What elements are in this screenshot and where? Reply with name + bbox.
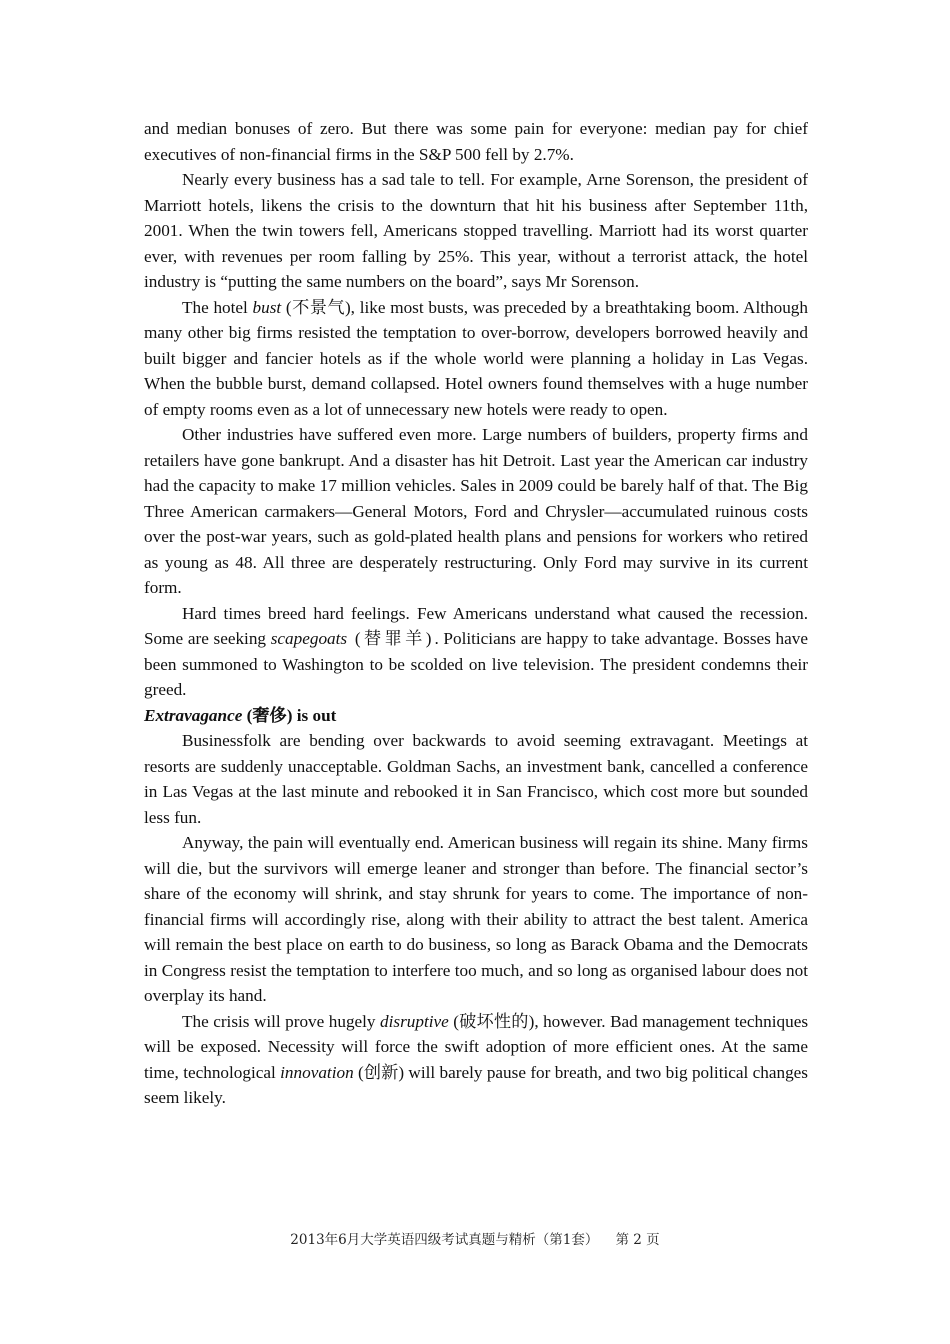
section-heading [144, 703, 808, 729]
vocab-term-innovation: innovation [280, 1062, 354, 1082]
vocab-term-bust: bust [252, 297, 282, 317]
page-number: 第 2 页 [615, 1232, 660, 1248]
vocab-term-scapegoats: scapegoats [270, 629, 348, 648]
paragraph-4 [144, 422, 808, 601]
paragraph-1-text: and median bonuses of zero. But there was some pain for everyone: median pay for chief executives of non-financial firms in the S&P 500 fell by 2.7%. [144, 119, 808, 164]
footer-title: 2013年6月大学英语四级考试真题与精析（第1套） [290, 1232, 599, 1248]
paragraph-2 [144, 167, 808, 295]
paragraph-1 [144, 116, 808, 167]
section-heading-term: Extravagance [144, 705, 243, 725]
vocab-gloss-scapegoats: (替罪羊) [347, 629, 435, 648]
paragraph-3 [144, 295, 808, 423]
page-footer [0, 1228, 950, 1248]
paragraph-8-text-b: , however. Bad management techniques will be exposed. Necessity will force the swift adoption of more efficient ones. At the same time, technological [144, 1011, 809, 1082]
paragraph-8 [144, 1009, 808, 1111]
paragraph-5-text-b: . Politicians are happy to take advantage. Bosses have been summoned to Washington to be scolded on live television. The president condemns their greed. [144, 629, 809, 699]
paragraph-8-text-a: The crisis will prove hugely [182, 1011, 381, 1031]
paragraph-3-text-a: The hotel [182, 297, 253, 317]
paragraph-8-text-c: will barely pause for breath, and two big political changes seem likely. [144, 1062, 808, 1107]
vocab-gloss-innovation: (创新) [353, 1062, 405, 1082]
paragraph-4-text: Other industries have suffered even more. Large numbers of builders, property firms and retailers have gone bankrupt. And a disaster has hit Detroit. Last year the American car industry had the capacity to make 17 million vehicles. Sales in 2009 could be barely half of that. The Big Three American carmakers—General Motors, Ford and Chrysler—accumulated ruinous costs over the post-war years, such as gold-plated health plans and pensions for workers who retired as young as 48. All three are desperately restructuring. Only Ford may survive in its current form. [144, 425, 808, 597]
vocab-gloss-bust: (不景气) [281, 297, 351, 317]
paragraph-5-text-a: Hard times breed hard feelings. Few Americans understand what caused the recession. Some are seeking [144, 603, 808, 648]
paragraph-2-text: Nearly every business has a sad tale to tell. For example, Arne Sorenson, the president of Marriott hotels, likens the crisis to the downturn that hit his business after September 11th, 2001. When the twin towers fell, Americans stopped travelling. Marriott had its worst quarter ever, with revenues per room falling by 25%. This year, without a terrorist attack, the hotel industry is “putting the same numbers on the board”, says Mr Sorenson. [144, 170, 808, 291]
paragraph-7-text: Anyway, the pain will eventually end. American business will regain its shine. Many firms will die, but the survivors will emerge leaner and stronger than before. The financial sector’s share of the economy will shrink, and stay shrunk for years to come. The importance of non-financial firms will accordingly rise, along with their ability to attract the best talent. America will remain the best place on earth to do business, so long as Barack Obama and the Democrats in Congress resist the temptation to interfere too much, and so long as organised labour does not overplay its hand. [144, 833, 808, 1005]
vocab-term-disruptive: disruptive [380, 1011, 449, 1031]
paragraph-6-text: Businessfolk are bending over backwards to avoid seeming extravagant. Meetings at resorts are suddenly unacceptable. Goldman Sachs, an investment bank, cancelled a conference in Las Vegas at the last minute and rebooked it in San Francisco, which cost more but sounded less fun. [144, 731, 808, 827]
paragraph-6 [144, 728, 808, 830]
article-body [144, 116, 808, 1111]
paragraph-5 [144, 601, 808, 703]
paragraph-3-text-b: , like most busts, was preceded by a breathtaking boom. Although many other big firms resisted the temptation to over-borrow, developers borrowed heavily and built bigger and fancier hotels as if the whole world were planning a holiday in Las Vegas. When the bubble burst, demand collapsed. Hotel owners found themselves with a huge number of empty rooms even as a lot of unnecessary new hotels were ready to open. [144, 297, 808, 419]
section-heading-rest: (奢侈) is out [242, 705, 337, 725]
paragraph-7 [144, 830, 808, 1009]
vocab-gloss-disruptive: (破坏性的) [448, 1011, 535, 1031]
